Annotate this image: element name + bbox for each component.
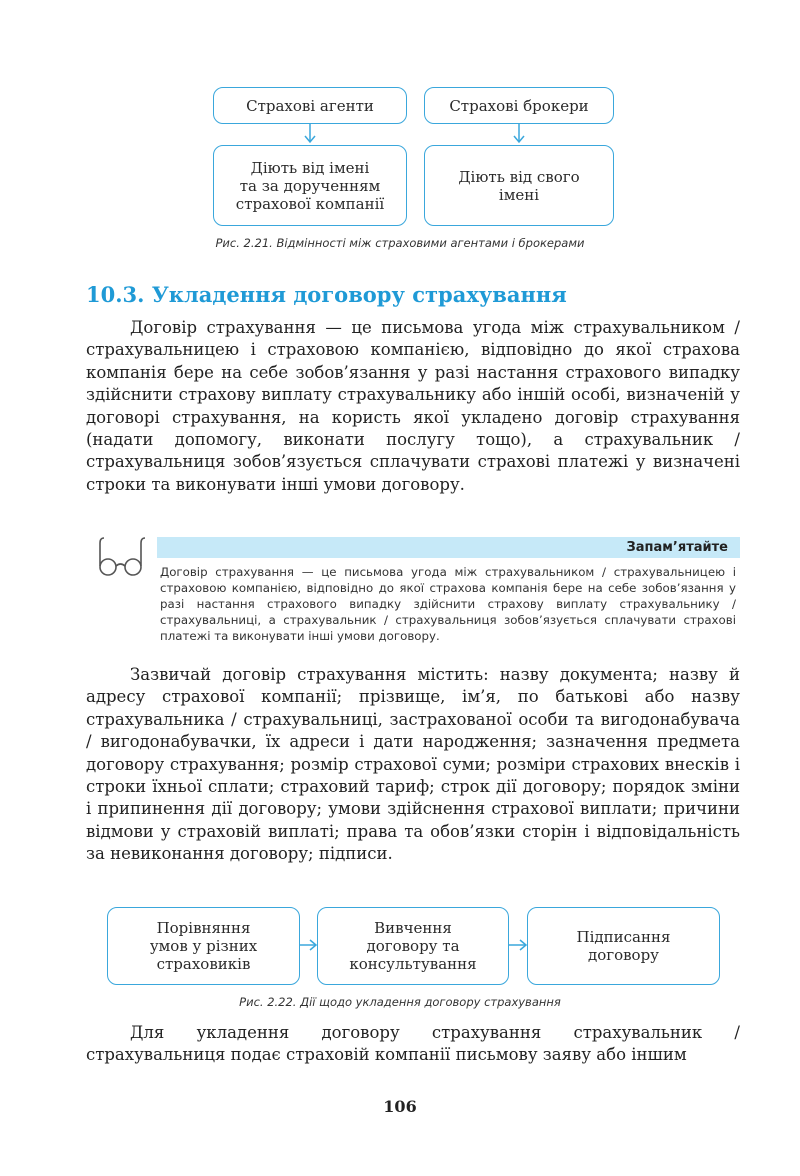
paragraph-contents: Зазвичай договір страхування містить: назву документа; назву й адресу страхової компанії; прізвище, ім’я, по батькові або назву страхувальника / страхувальниці, застрахованої особи та вигодонабувача / вигодонабувачки, їх адреси і дати народження; зазначення предмета договору страхування; розмір страхової суми; розміри страхових внесків і строки їхньої сплати; страховий тариф; строк дії договору; порядок зміни і припинення дії договору; умови здійснення страхової виплати; причини відмови у страховій виплаті; права та обов’язки сторін і відповідальність за невиконання договору; підписи. [86,665,740,864]
box-agents-act-line: страхової компанії [235,194,385,213]
figure-caption-2-22: Рис. 2.22. Дії щодо укладення договору страхування [239,995,561,1009]
remember-title: Запам’ятайте [157,537,740,558]
remember-text: Договір страхування — це письмова угода між страхувальником / страхувальницею і страховою компанією, відповідно до якої страхова компанія бере на себе зобов’язання у разі настання страхового випадку здійснити страхову виплату страхувальнику / страхувальниці, а страхувальник / страхувальниця зобов’язується сплачувати страхові платежі та виконувати інші умови договору. [160,565,736,643]
glasses-icon [100,538,145,575]
step-compare-line: Порівняння [156,919,251,937]
step-sign-line: договору [587,946,660,964]
step-study-line: договору та [366,937,460,955]
paragraph-definition: Договір страхування — це письмова угода між страхувальником / страхувальницею і страховою компанією, відповідно до якої страхова компанія бере на себе зобов’язання у разі настання страхового випадку здійснити страхову виплату страхувальнику або іншій особі, визначеній у договорі страхування, на користь якої укладено договір страхування (надати допомогу, виконати послугу тощо), а страхувальник / страхувальниця зобов’язується сплачувати страхові платежі у визначені строки та виконувати інші умови договору. [86,318,740,494]
step-compare-line: страховиків [156,955,251,973]
paragraph-application: Для укладення договору страхування страхувальник / страхувальниця подає страховій компанії письмову заяву або іншим [86,1023,740,1065]
arrow-down-icon [514,124,524,142]
figure-caption-2-21: Рис. 2.21. Відмінності між страховими агентами і брокерами [215,236,585,250]
step-compare [107,907,300,985]
step-sign-line: Підписання [576,928,671,946]
step-study [317,907,509,985]
step-study-line: консультування [349,955,477,973]
box-insurance-agents-label: Страхові агенти [246,96,374,115]
box-brokers-act-line: Діють від свого [458,167,580,186]
step-study-line: Вивчення [374,919,452,937]
box-agents-act-line: Діють від імені [250,158,370,177]
page-number: 106 [383,1097,417,1116]
box-brokers-act-line: імені [498,185,540,204]
step-sign [527,907,720,985]
box-agents-act-line: та за дорученням [239,176,381,195]
arrow-right-icon [300,940,316,950]
arrow-right-icon [509,940,526,950]
arrow-down-icon [305,124,315,142]
box-insurance-brokers-label: Страхові брокери [449,96,589,115]
section-heading: 10.3. Укладення договору страхування [86,282,567,307]
step-compare-line: умов у різних [149,937,258,955]
